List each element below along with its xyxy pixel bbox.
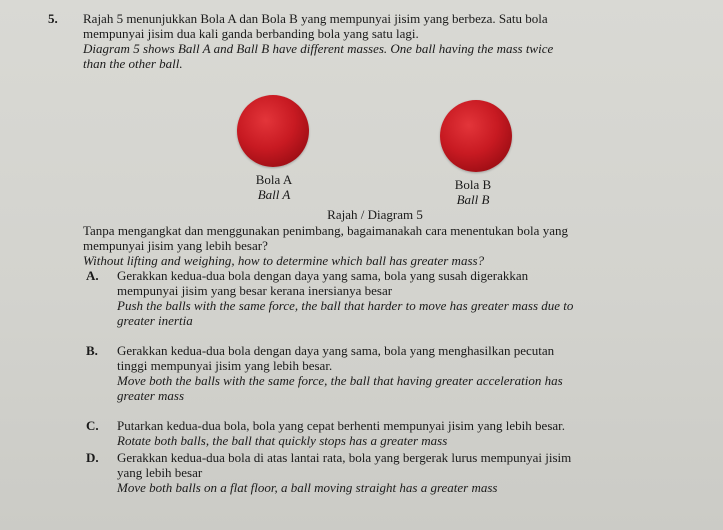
stem-english-line-1: Diagram 5 shows Ball A and Ball B have different masses. One ball having the mass twice xyxy=(83,41,554,56)
question-number: 5. xyxy=(48,11,58,26)
option-b-english-line-1: Move both the balls with the same force, the ball that having greater acceleration has xyxy=(117,373,563,388)
ball-b-label-malay: Bola B xyxy=(454,177,492,192)
prompt-english-line-1: Without lifting and weighing, how to determine which ball has greater mass? xyxy=(83,253,485,268)
option-c-malay-line-1: Putarkan kedua-dua bola, bola yang cepat berhenti mempunyai jisim yang lebih besar. xyxy=(117,418,566,433)
option-a-malay-line-2: mempunyai jisim yang besar kerana inersianya besar xyxy=(117,283,393,298)
stem-malay-line-1: Rajah 5 menunjukkan Bola A dan Bola B yang mempunyai jisim yang berbeza. Satu bola xyxy=(83,11,548,26)
prompt-malay-line-2: mempunyai jisim yang lebih besar? xyxy=(83,238,268,253)
option-a-english-line-2: greater inertia xyxy=(117,313,193,328)
ball-b-image xyxy=(440,100,512,172)
prompt-malay-line-1: Tanpa mengangkat dan menggunakan penimbang, bagaimanakah cara menentukan bola yang xyxy=(83,223,568,238)
option-d-malay-line-2: yang lebih besar xyxy=(117,465,203,480)
option-b-letter: B. xyxy=(86,343,98,358)
stem-english-line-2: than the other ball. xyxy=(83,56,183,71)
ball-b-label-english: Ball B xyxy=(456,192,490,207)
option-d-letter: D. xyxy=(86,450,99,465)
stem-malay-line-2: mempunyai jisim dua kali ganda berbanding bola yang satu lagi. xyxy=(83,26,419,41)
option-a-english-line-1: Push the balls with the same force, the ball that harder to move has greater mass due to xyxy=(117,298,574,313)
diagram-caption: Rajah / Diagram 5 xyxy=(327,207,423,222)
option-d-malay-line-1: Gerakkan kedua-dua bola di atas lantai rata, bola yang bergerak lurus mempunyai jisim xyxy=(117,450,572,465)
option-d-english-line-1: Move both balls on a flat floor, a ball moving straight has a greater mass xyxy=(117,480,498,495)
ball-a-label-malay: Bola A xyxy=(255,172,293,187)
option-c-letter: C. xyxy=(86,418,99,433)
option-b-malay-line-1: Gerakkan kedua-dua bola dengan daya yang sama, bola yang menghasilkan pecutan xyxy=(117,343,555,358)
option-a-malay-line-1: Gerakkan kedua-dua bola dengan daya yang sama, bola yang susah digerakkan xyxy=(117,268,529,283)
ball-a-image xyxy=(237,95,309,167)
option-b-malay-line-2: tinggi mempunyai jisim yang lebih besar. xyxy=(117,358,333,373)
ball-a-label-english: Ball A xyxy=(257,187,291,202)
option-c-english-line-1: Rotate both balls, the ball that quickly stops has a greater mass xyxy=(117,433,448,448)
option-b-english-line-2: greater mass xyxy=(117,388,185,403)
option-a-letter: A. xyxy=(86,268,99,283)
